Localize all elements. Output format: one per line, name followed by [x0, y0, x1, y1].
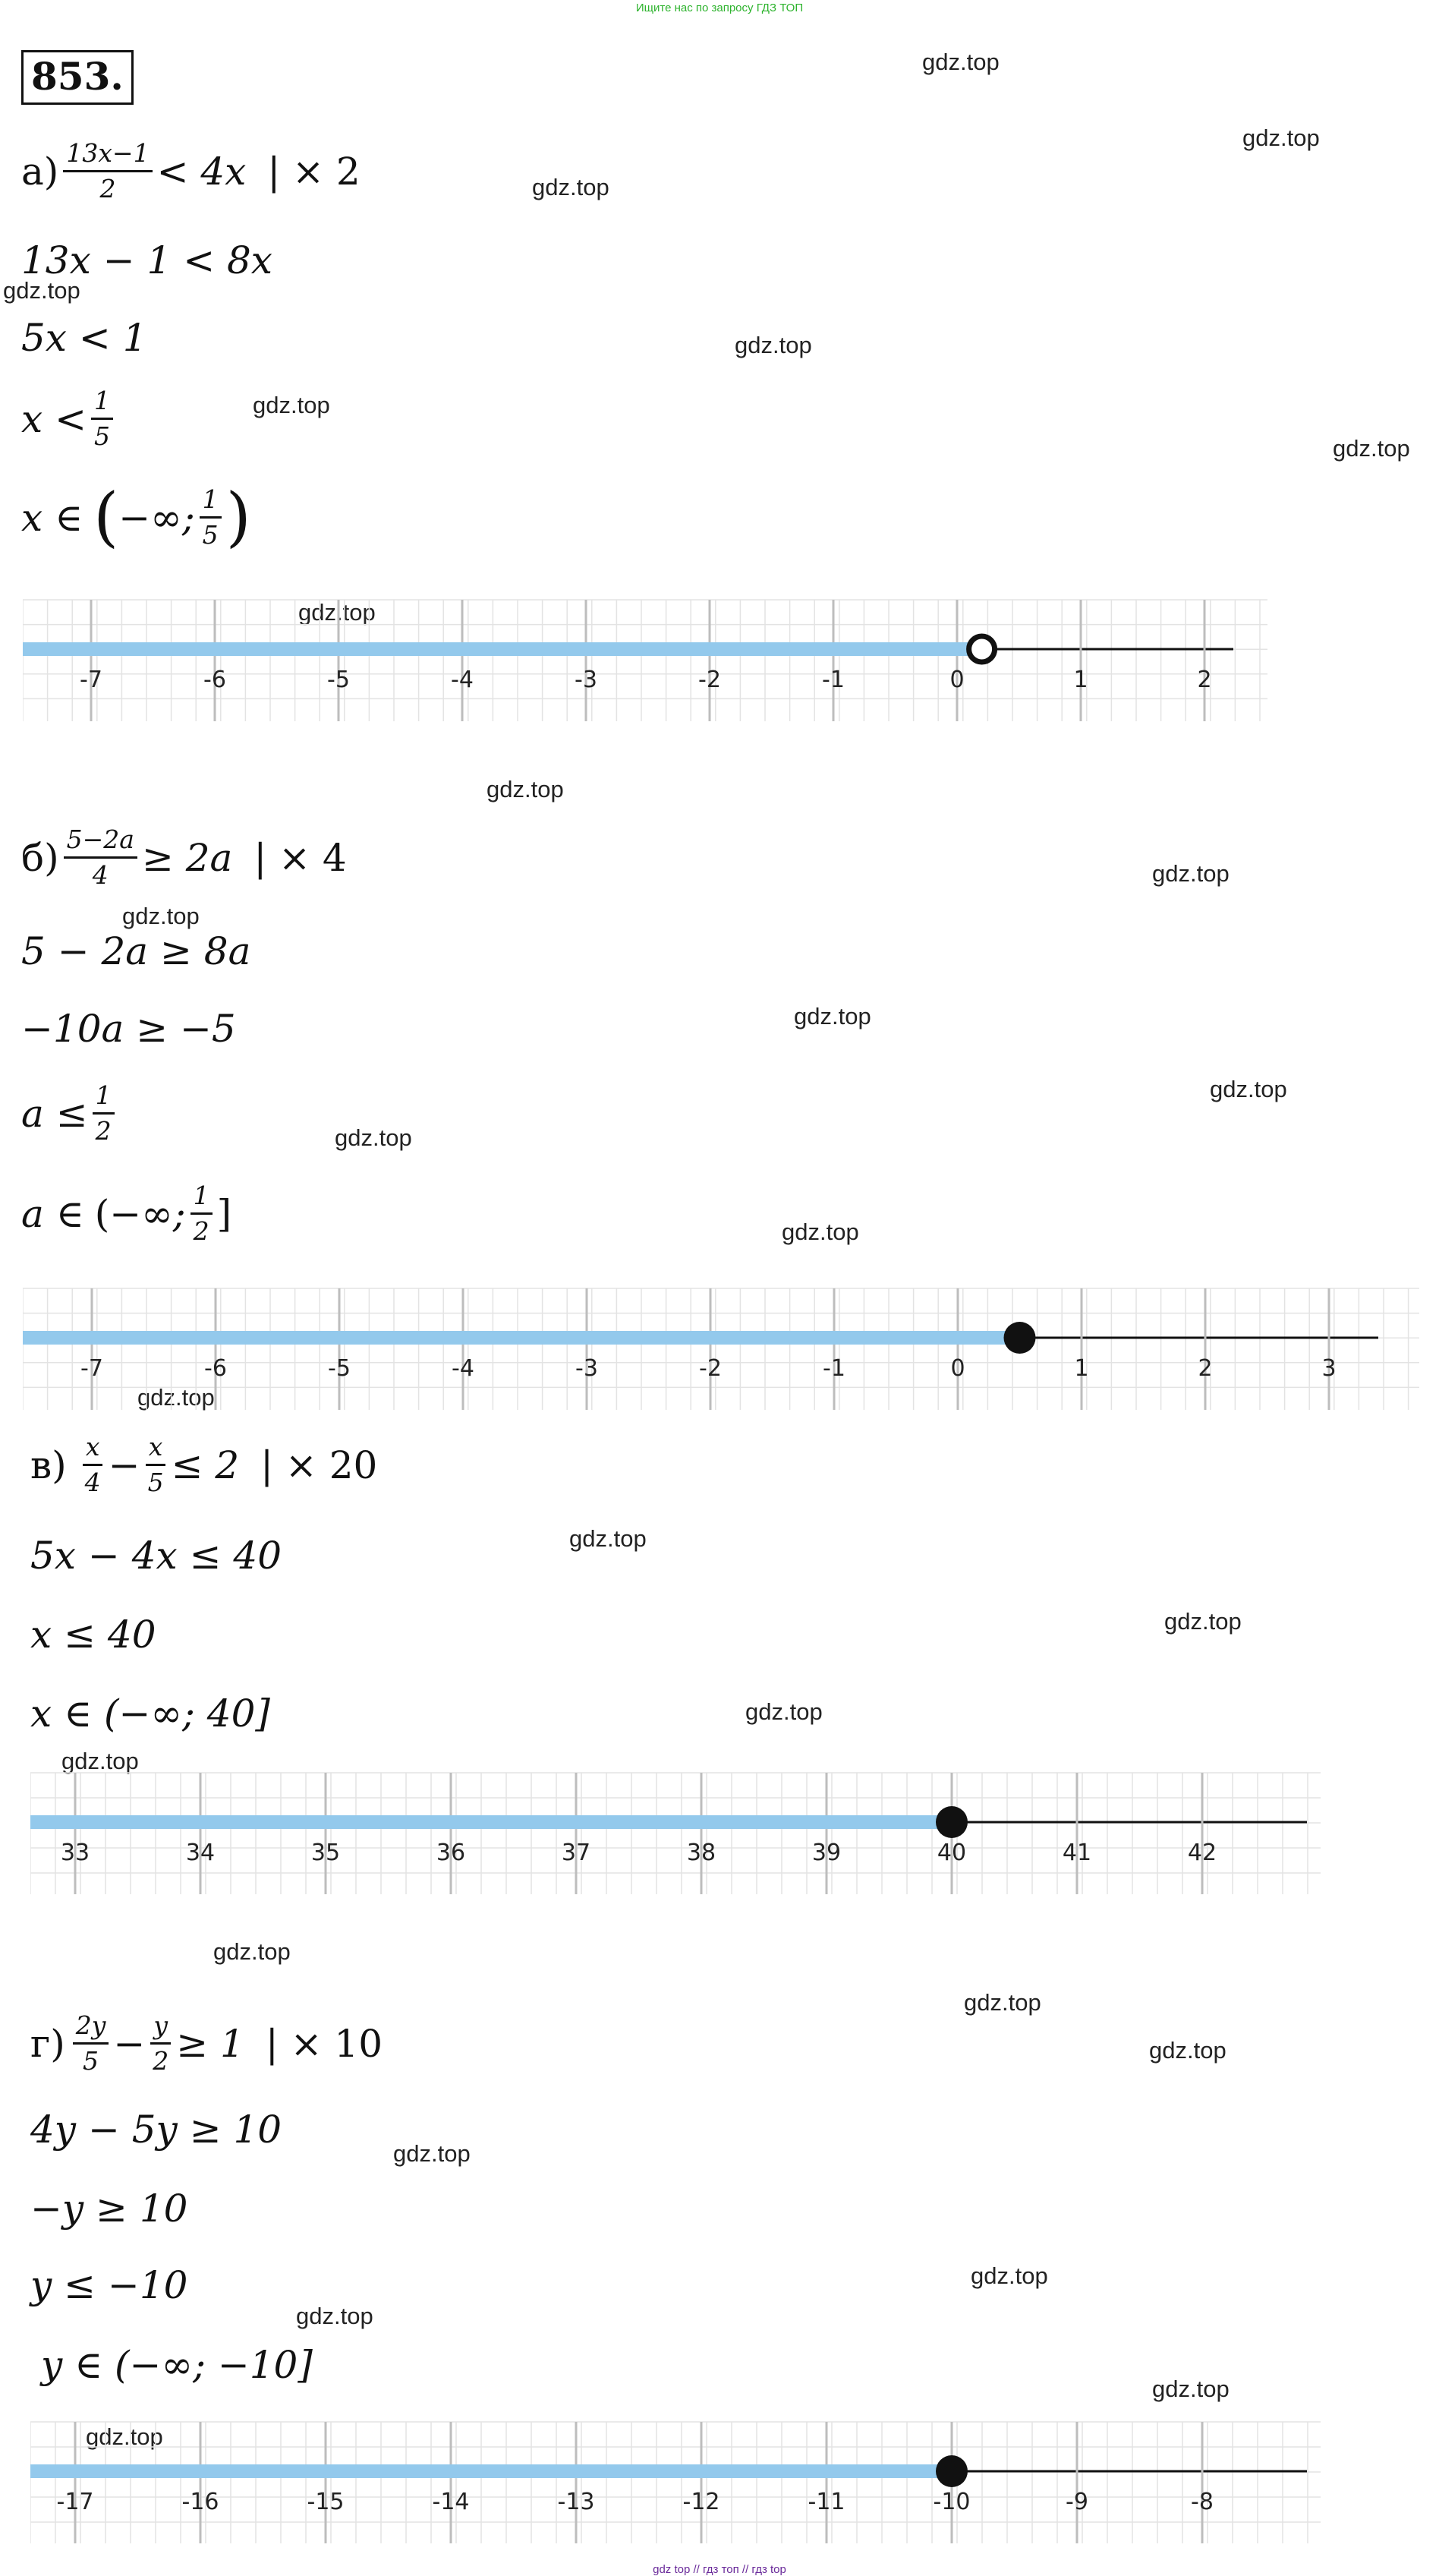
part-b-label: б)	[21, 835, 59, 880]
task-number: 853.	[21, 50, 134, 105]
open-endpoint	[969, 636, 995, 662]
solution-shading	[23, 1331, 1020, 1345]
watermark: gdz.top	[745, 1698, 823, 1725]
watermark: gdz.top	[735, 332, 812, 358]
part-v-step-2: 5x − 4x ≤ 40	[30, 1534, 282, 1578]
watermark: gdz.top	[1152, 2376, 1230, 2402]
watermark: gdz.top	[486, 776, 564, 802]
fraction: $\frac{y}{2}$	[150, 2012, 172, 2076]
multiplier: | × 2	[267, 149, 361, 194]
fraction: $\frac{x}{5}$	[145, 1433, 167, 1497]
tick-label: -13	[557, 2489, 595, 2515]
tick-label: 37	[561, 1840, 591, 1866]
fraction: $\frac{2y}{5}$	[73, 2012, 109, 2076]
watermark: gdz.top	[86, 2423, 163, 2450]
watermark: gdz.top	[296, 2303, 373, 2329]
watermark: gdz.top	[393, 2140, 471, 2167]
tick-label: 39	[811, 1840, 842, 1866]
tick-label: 35	[310, 1840, 341, 1866]
part-g-label: г)	[30, 2021, 65, 2066]
tick-label: -5	[327, 667, 350, 693]
tick-label: 36	[436, 1840, 466, 1866]
tick-label: -3	[575, 667, 597, 693]
part-g-step-2: 4y − 5y ≥ 10	[30, 2108, 282, 2152]
number-line-a	[23, 592, 1267, 725]
part-a-step-4: x < $\frac{1}{5}$	[21, 387, 118, 451]
tick-label: -10	[933, 2489, 971, 2515]
part-a-step-2: 13x − 1 < 8x	[21, 238, 273, 282]
tick-label: -3	[575, 1355, 598, 1382]
part-v-label: в)	[30, 1442, 67, 1487]
tick-label: 0	[950, 1355, 965, 1382]
part-b-answer: a ∈ ( −∞; $\frac{1}{2}$ ]	[21, 1181, 232, 1247]
multiplier: | × 10	[265, 2021, 383, 2066]
watermark: gdz.top	[1210, 1076, 1287, 1102]
fraction: $\frac{x}{4}$	[82, 1433, 104, 1497]
watermark: gdz.top	[1149, 2037, 1226, 2064]
watermark: gdz.top	[213, 1938, 291, 1965]
tick-label: 1	[1073, 667, 1088, 693]
grid	[30, 2422, 1321, 2543]
part-g-step-4: y ≤ −10	[30, 2263, 188, 2307]
grid	[23, 1288, 1419, 1410]
tick-label: 3	[1321, 1355, 1337, 1382]
tick-label: 33	[60, 1840, 90, 1866]
watermark: gdz.top	[298, 599, 376, 626]
part-a-step-1: а) $\frac{13x-1}{2}$ < 4x | × 2	[21, 138, 361, 204]
tick-label: -1	[822, 667, 845, 693]
number-line-b	[23, 1281, 1419, 1414]
closed-endpoint	[936, 1806, 968, 1838]
watermark: gdz.top	[922, 49, 1000, 75]
fraction: $\frac{1}{5}$	[91, 387, 113, 451]
part-g-step-1: г) $\frac{2y}{5}$ − $\frac{y}{2}$ ≥ 1 | × 10	[30, 2010, 383, 2076]
watermark: gdz.top	[1333, 435, 1410, 462]
grid	[30, 1773, 1321, 1894]
tick-label: 42	[1187, 1840, 1217, 1866]
watermark: gdz.top	[964, 1989, 1041, 2016]
watermark: gdz.top	[253, 392, 330, 418]
tick-label: -6	[203, 667, 226, 693]
solution-shading	[30, 2464, 952, 2478]
tick-label: 38	[686, 1840, 716, 1866]
fraction: $\frac{1}{2}$	[191, 1182, 213, 1246]
tick-label: 34	[185, 1840, 216, 1866]
part-b-step-1: б) $\frac{5-2a}{4}$ ≥ 2a | × 4	[21, 825, 347, 891]
watermark: gdz.top	[137, 1384, 215, 1411]
part-b-step-3: −10a ≥ −5	[21, 1007, 236, 1051]
multiplier: | × 20	[260, 1442, 378, 1487]
fraction: $\frac{1}{2}$	[93, 1082, 115, 1146]
fraction: $\frac{1}{5}$	[200, 486, 222, 550]
tick-label: -2	[698, 667, 721, 693]
tick-label: 2	[1197, 667, 1212, 693]
part-g-step-3: −y ≥ 10	[30, 2187, 188, 2231]
top-banner: Ищите нас по запросу ГДЗ ТОП	[635, 2, 804, 14]
part-a-step-3: 5x < 1	[21, 316, 147, 360]
tick-label: -4	[452, 1355, 474, 1382]
watermark: gdz.top	[971, 2262, 1048, 2289]
tick-label: -12	[682, 2489, 720, 2515]
number-line-v	[30, 1765, 1321, 1898]
part-b-step-4: a ≤ $\frac{1}{2}$	[21, 1082, 119, 1146]
part-a-label: а)	[21, 149, 59, 194]
solution-shading	[23, 642, 982, 656]
tick-label: -16	[181, 2489, 219, 2515]
fraction: $\frac{13x-1}{2}$	[63, 140, 152, 203]
tick-label: -6	[204, 1355, 227, 1382]
watermark: gdz.top	[61, 1748, 139, 1774]
tick-label: 40	[937, 1840, 967, 1866]
tick-label: 41	[1062, 1840, 1092, 1866]
tick-label: -7	[80, 667, 102, 693]
watermark: gdz.top	[335, 1124, 412, 1151]
watermark: gdz.top	[1152, 860, 1230, 887]
tick-label: -7	[80, 1355, 103, 1382]
watermark: gdz.top	[1164, 1608, 1242, 1635]
watermark: gdz.top	[532, 174, 609, 200]
watermark: gdz.top	[782, 1219, 859, 1245]
watermark: gdz.top	[1242, 125, 1320, 151]
tick-label: 2	[1198, 1355, 1213, 1382]
watermark: gdz.top	[122, 903, 200, 929]
solution-shading	[30, 1815, 952, 1829]
part-a-answer: x ∈ ( −∞; $\frac{1}{5}$ )	[21, 479, 251, 555]
part-g-answer: y ∈ (−∞; −10]	[41, 2343, 313, 2387]
tick-label: -2	[699, 1355, 722, 1382]
part-b-step-2: 5 − 2a ≥ 8a	[21, 929, 251, 973]
tick-label: -9	[1066, 2489, 1088, 2515]
part-v-answer: x ∈ (−∞; 40]	[30, 1692, 270, 1736]
tick-label: 1	[1074, 1355, 1089, 1382]
tick-label: -14	[432, 2489, 470, 2515]
watermark: gdz.top	[3, 277, 80, 304]
closed-endpoint	[936, 2455, 968, 2487]
tick-label: -17	[56, 2489, 94, 2515]
tick-label: -11	[808, 2489, 845, 2515]
tick-label: 0	[949, 667, 965, 693]
part-v-step-1: в) $\frac{x}{4}$ − $\frac{x}{5}$ ≤ 2 | × 20	[30, 1432, 378, 1498]
tick-label: -5	[328, 1355, 351, 1382]
tick-label: -4	[451, 667, 474, 693]
tick-label: -1	[823, 1355, 845, 1382]
number-line-g	[30, 2414, 1321, 2547]
part-v-step-3: x ≤ 40	[30, 1613, 156, 1657]
bottom-banner: gdz top // гдз топ // гдз top	[653, 2563, 786, 2576]
fraction: $\frac{5-2a}{4}$	[64, 826, 137, 890]
watermark: gdz.top	[794, 1003, 871, 1029]
multiplier: | × 4	[253, 835, 347, 880]
tick-label: -15	[307, 2489, 345, 2515]
watermark: gdz.top	[569, 1525, 647, 1552]
tick-label: -8	[1191, 2489, 1214, 2515]
closed-endpoint	[1004, 1322, 1036, 1354]
